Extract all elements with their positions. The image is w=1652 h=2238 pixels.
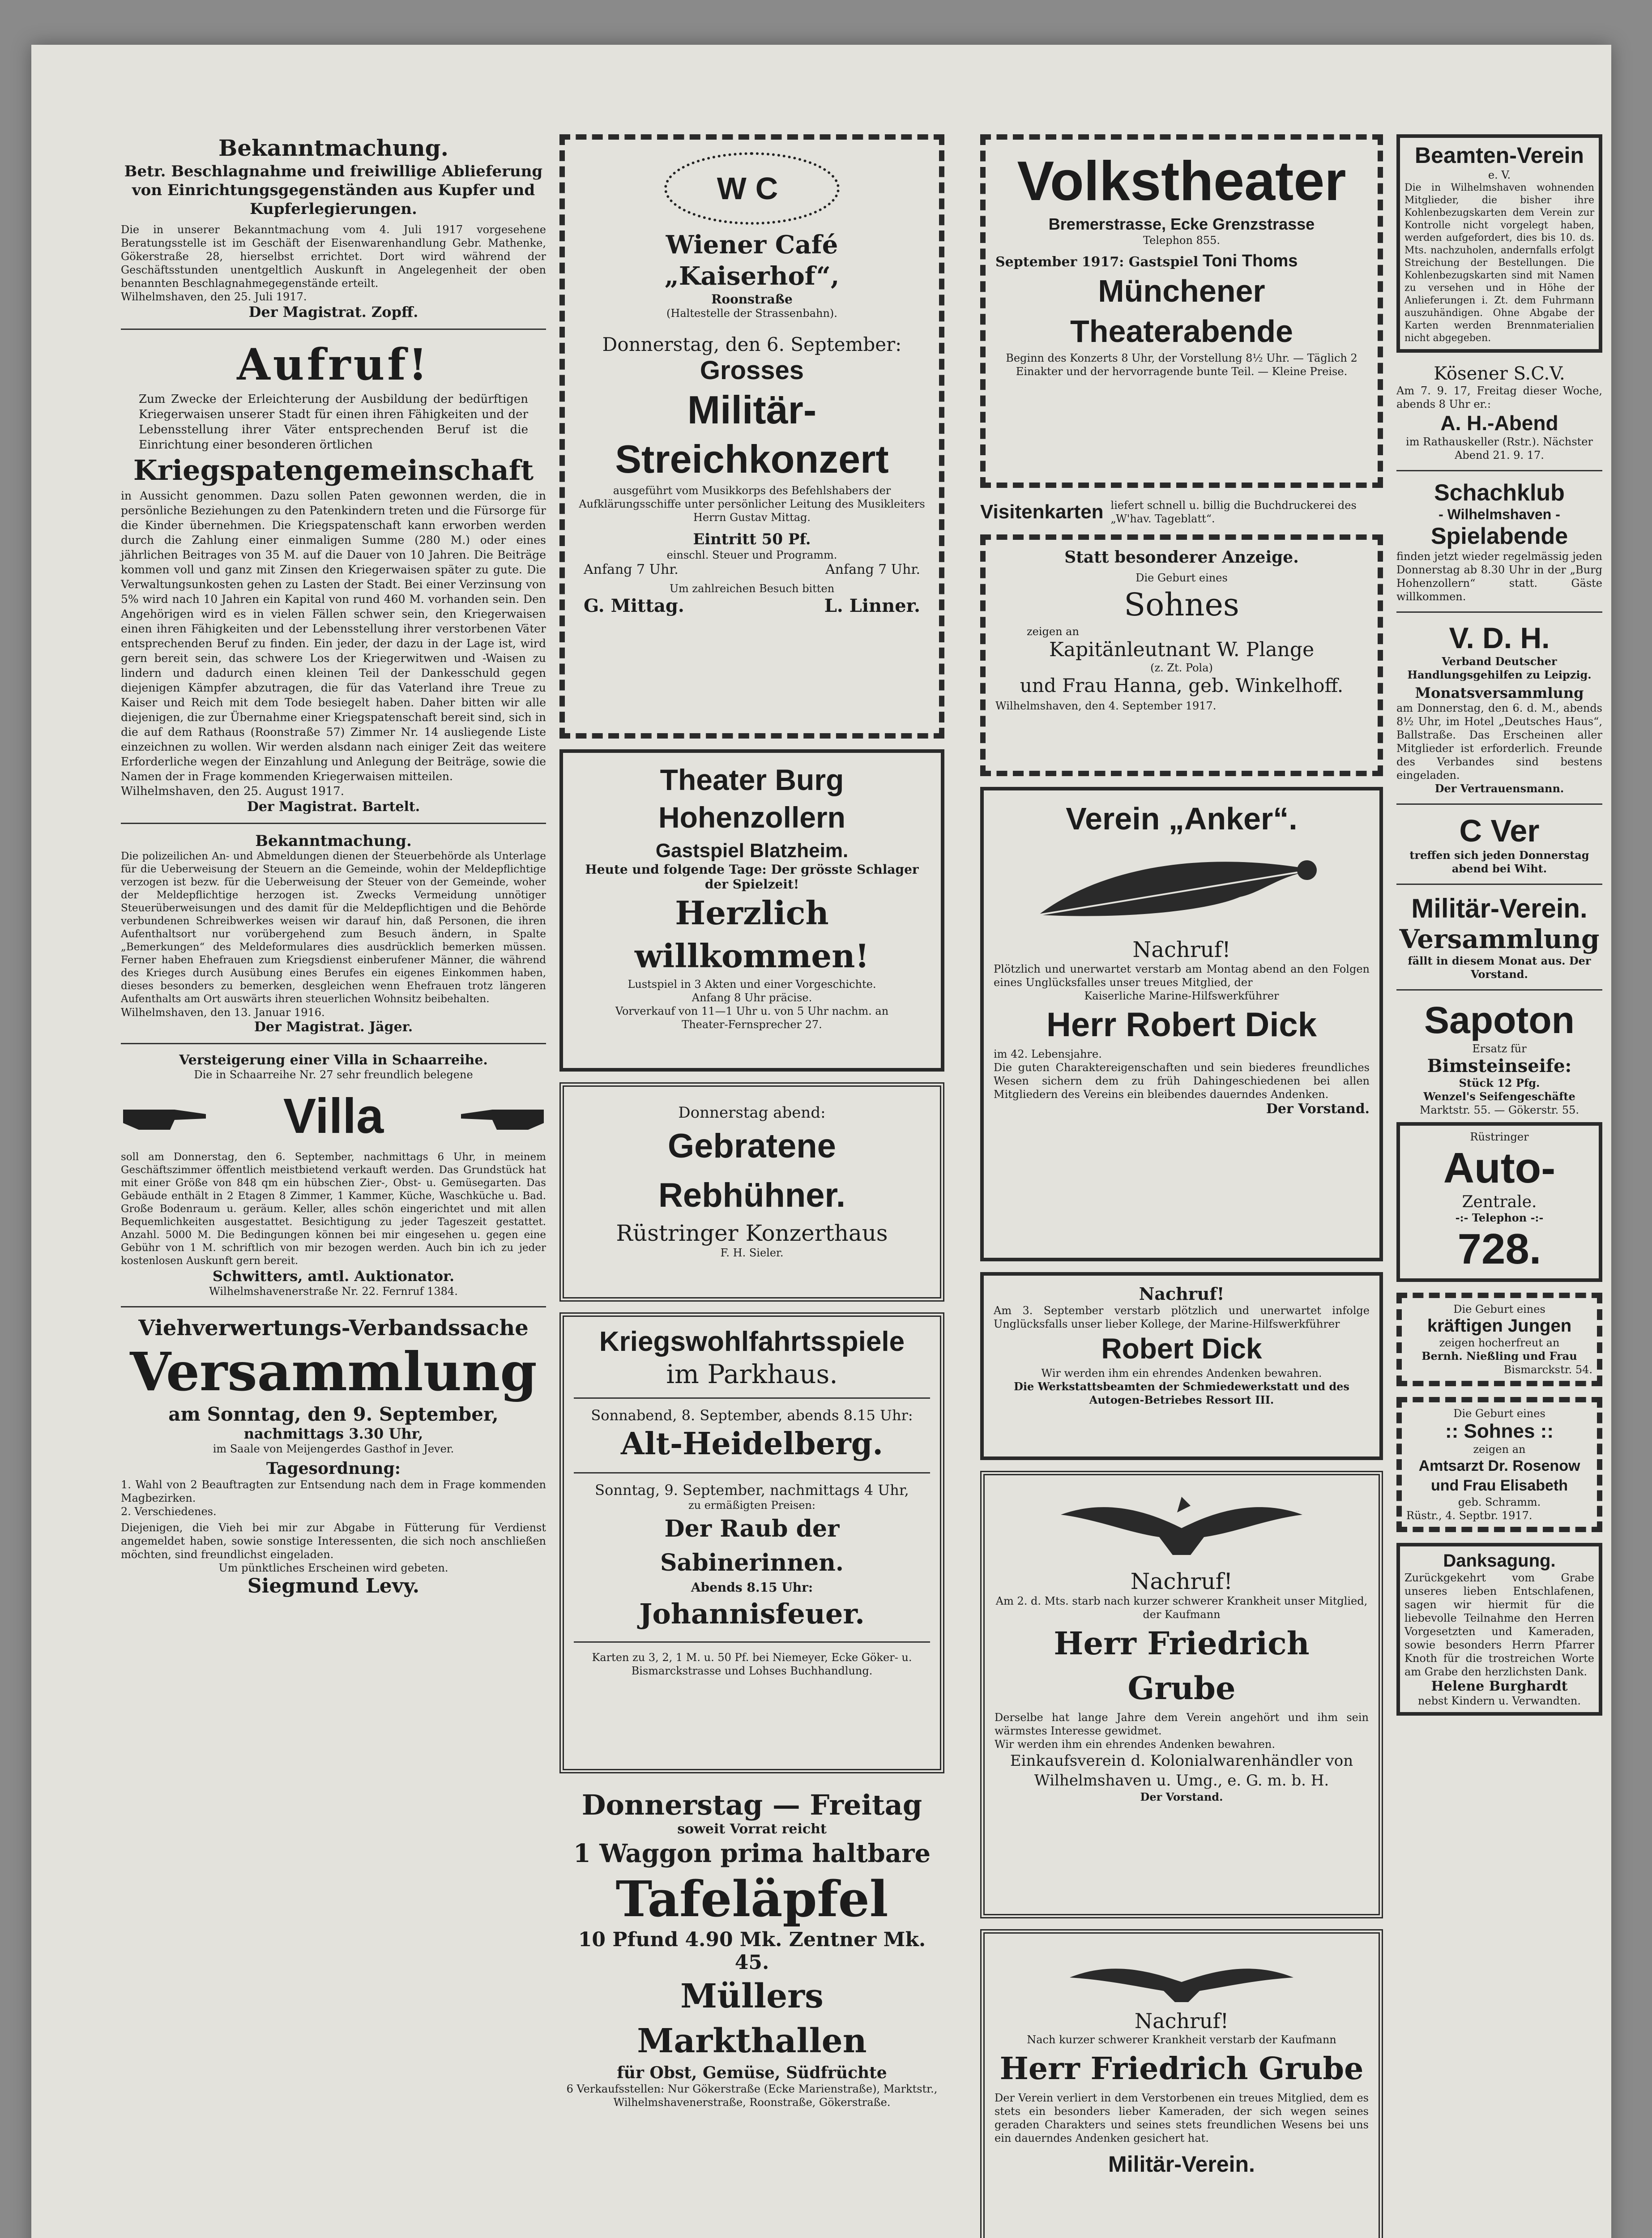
grube1-nachruf: Nachruf!	[1130, 1568, 1233, 1594]
volks-info: Beginn des Konzerts 8 Uhr, der Vorstellung 8½ Uhr. — Täglich 2 Einakter und der hervorragende bunte Teil. — Kleine Preise.	[1006, 352, 1357, 378]
volks-show: Münchener Theaterabende	[1070, 273, 1293, 349]
vieh-order: Tagesordnung:	[266, 1459, 401, 1478]
birth-location: (z. Zt. Pola)	[1150, 662, 1213, 674]
ad-auto-zentrale	[1396, 1122, 1602, 1282]
cafe-invite: Um zahlreichen Besuch bitten	[669, 582, 835, 595]
son-name: Amtsarzt Dr. Rosenow und Frau Elisabeth	[1418, 1457, 1580, 1494]
beamten-text: Die in Wilhelmshaven wohnenden Mitglieder, die bisher ihre Kohlenbezugskarten dem Verein zur Kontrolle nicht vorgelegt haben, werden aufgefordert, dies bis 10. ds. Mts. nachzuholen, andernfalls erfolgt Streichung der Bestellungen. Die Kohlenbezugskarten sind mit Namen zu versehen und in Höhe der Anlieferungen i. Zt. dem Fuhrmann auszuhändigen. Ohne Abgabe der Karten werden Brennmaterialien nicht abgegeben.	[1404, 182, 1594, 344]
villa-body: soll am Donnerstag, den 6. September, nachmittags 6 Uhr, in meinem Geschäftszimmer öffentlich meistbietend verkauft werden. Das Grundstück hat mit einer Größe von 848 qm ein hübschen Zier-, Obst- u. Gemüsegarten. Das Gebäude enthält in 2 Etagen 8 Zimmer, 1 Kammer, Küche, Waschküche u. Bad. Große Bodenraum u. geräum. Keller, alles schön eingerichtet und mit allen Bequemlichkeiten ausgestattet. Besichtigung zu jeder Tageszeit gestattet. Anzahl. 5000 M. Die Bedingungen können bei mir eingesehen u. gegen eine Gebühr von 1 M. schriftlich von mir bezogen werden. Auch bin ich zu jeder kostenlosen Auskunft gern bereit.	[121, 1151, 546, 1267]
burg-sale: Vorverkauf von 11—1 Uhr u. von 5 Uhr nachm. an	[615, 1005, 889, 1017]
jung-line-1: Die Geburt eines	[1453, 1303, 1545, 1315]
krieg-play-2: Der Raub der Sabinerinnen.	[660, 1515, 844, 1576]
villa-address: Wilhelmshavenerstraße Nr. 22. Fernruf 1384.	[209, 1285, 458, 1298]
jung-address: Bismarckstr. 54.	[1503, 1363, 1592, 1376]
cafe-start-row	[575, 562, 929, 577]
dick-text: Am 3. September verstarb plötzlich und unerwartet infolge Unglücksfalls unser lieber Kollege, der Marine-Hilfswerkführer	[994, 1304, 1370, 1330]
vdh-sub: Verband Deutscher Handlungsgehilfen zu Leipzig.	[1407, 655, 1592, 681]
apfel-stock: soweit Vorrat reicht	[677, 1821, 827, 1837]
aufruf-sign: Der Magistrat. Bartelt.	[247, 799, 420, 815]
dick-memory: Wir werden ihm ein ehrendes Andenken bewahren.	[1041, 1367, 1322, 1380]
krieg-title: Kriegswohlfahrtsspiele	[599, 1326, 905, 1357]
ad-geburt-rosenow	[1396, 1397, 1602, 1532]
cafe-sign-1: G. Mittag.	[584, 595, 684, 616]
ad-geburt-plange	[980, 534, 1383, 776]
cafe-start-2: Anfang 7 Uhr.	[825, 562, 920, 577]
kos-place: im Rathauskeller (Rstr.). Nächster Abend 21. 9. 17.	[1406, 436, 1593, 461]
auto-title: Auto-	[1443, 1144, 1556, 1192]
vdh-sign: Der Vertrauensmann.	[1434, 782, 1564, 795]
quill-feather-icon	[1029, 843, 1334, 933]
visit-heading: Visitenkarten	[980, 501, 1104, 523]
mil-title: Militär-Verein.	[1411, 893, 1588, 923]
aufruf-intro: Zum Zwecke der Erleichterung der Ausbildung der bedürftigen Kriegerwaisen unserer Stadt für einen ihren Fähigkeiten und der Lebensstellung ihrer Väter entsprechenden Beruf ist die Einrichtung einer besonderen örtlichen	[139, 393, 528, 452]
burg-title: Theater Burg Hohenzollern	[658, 763, 845, 834]
divider	[574, 1397, 930, 1399]
grube2-name: Herr Friedrich Grube	[999, 2051, 1364, 2087]
divider	[121, 823, 546, 824]
cafe-grosses: Grosses	[700, 356, 804, 385]
anker-name: Herr Robert Dick	[1046, 1006, 1317, 1044]
bek2-sign: Der Magistrat. Jäger.	[254, 1019, 413, 1035]
anker-rank: Kaiserliche Marine-Hilfswerkführer	[1084, 990, 1279, 1002]
birth-heading: Statt besonderer Anzeige.	[1064, 548, 1299, 567]
ad-cafe-kaiserhof	[559, 134, 944, 739]
ad-danksagung	[1396, 1543, 1602, 1716]
apfel-branch: 6 Verkaufsstellen: Nur Gökerstraße (Ecke Marienstraße), Marktstr., Wilhelmshavenerstraße, Roonstraße, Gökerstraße.	[566, 2083, 938, 2109]
ad-beamten-verein	[1396, 134, 1602, 353]
vdh-title: V. D. H.	[1449, 621, 1550, 654]
reb-dish: Gebratene Rebhühner.	[658, 1127, 846, 1214]
beamten-title: Beamten-Verein	[1415, 143, 1584, 168]
dank-family: nebst Kindern u. Verwandten.	[1418, 1695, 1581, 1707]
son-line-2: zeigen an	[1473, 1443, 1526, 1456]
vdh-text: am Donnerstag, den 6. d. M., abends 8½ Uhr, im Hotel „Deutsches Haus“, Ballstraße. Das Erscheinen aller Mitglieder ist erforderlich. Freunde des Verbandes sind bestens eingeladen.	[1396, 702, 1602, 782]
dick-nachruf: Nachruf!	[1139, 1284, 1225, 1304]
schach-city: - Wilhelmshaven -	[1439, 506, 1560, 522]
anker-nachruf: Nachruf!	[1132, 937, 1231, 962]
ad-nachruf-dick	[980, 1272, 1383, 1460]
burg-phone: Theater-Fernsprecher 27.	[682, 1018, 822, 1031]
birth-name: Kapitänleutnant W. Plange	[1049, 638, 1315, 661]
cafe-sign-2: L. Linner.	[824, 595, 920, 616]
mil-meeting: Versammlung	[1399, 924, 1600, 954]
anker-praise: Die guten Charaktereigenschaften und sein biederes freundliches Wesen sichern dem zu früh Dahingeschiedenen bei allen Mitgliedern des Vereins ein bleibendes dauerndes Andenken.	[994, 1061, 1370, 1101]
grube2-text: Nach kurzer schwerer Krankheit verstarb der Kaufmann	[1027, 2033, 1336, 2046]
bek1-date: Wilhelmshaven, den 25. Juli 1917.	[121, 290, 307, 303]
sap-line-5: Marktstr. 55. — Gökerstr. 55.	[1419, 1104, 1579, 1116]
krieg-play-1: Alt-Heidelberg.	[620, 1426, 884, 1462]
ad-visitenkarten	[980, 499, 1383, 525]
reb-owner: F. H. Sieler.	[720, 1247, 784, 1259]
dank-sign: Helene Burghardt	[1431, 1678, 1568, 1694]
cafe-street: Roonstraße	[711, 292, 793, 307]
son-date: Rüstr., 4. Septbr. 1917.	[1406, 1509, 1532, 1522]
jung-line-3: zeigen hocherfreut an	[1439, 1337, 1560, 1349]
vieh-place: im Saale von Meijengerdes Gasthof in Jever.	[213, 1443, 454, 1455]
schach-text: finden jetzt wieder regelmässig jeden Donnerstag ab 8.30 Uhr in der „Burg Hohenzollern“ statt. Gäste willkommen.	[1396, 550, 1602, 603]
apfel-goods: für Obst, Gemüse, Südfrüchte	[617, 2063, 887, 2082]
vdh-meeting: Monatsversammlung	[1415, 684, 1584, 701]
wc-logo: WC	[717, 171, 787, 206]
apfel-title: Tafeläpfel	[615, 1870, 888, 1928]
son-line-1: Die Geburt eines	[1453, 1407, 1545, 1420]
auto-telephone: -:- Telephon -:-	[1455, 1211, 1544, 1224]
krieg-evening: Abends 8.15 Uhr:	[691, 1580, 813, 1595]
divider	[121, 1043, 546, 1044]
vieh-close: Um pünktliches Erscheinen wird gebeten.	[218, 1562, 448, 1574]
apfel-price: 10 Pfund 4.90 Mk. Zentner Mk. 45.	[578, 1928, 926, 1974]
volks-guest: Toni Thoms	[1202, 252, 1298, 270]
grube1-praise: Derselbe hat lange Jahre dem Verein angehört und ihm sein wärmstes Interesse gewidmet.	[995, 1711, 1369, 1737]
mil-text: fällt in diesem Monat aus. Der Vorstand.	[1408, 954, 1591, 981]
dank-title: Danksagung.	[1443, 1551, 1556, 1571]
volks-september: September 1917: Gastspiel	[995, 254, 1199, 270]
cafe-sign-row	[575, 595, 929, 616]
volks-address: Bremerstrasse, Ecke Grenzstrasse	[1048, 215, 1315, 233]
column-2	[559, 134, 944, 2114]
aufruf-heading: Kriegspatengemeinschaft	[133, 454, 534, 487]
ad-verein-anker	[980, 787, 1383, 1261]
auto-number: 728.	[1457, 1225, 1541, 1273]
vieh-item-1: 1. Wahl von 2 Beauftragten zur Entsendung nach dem in Frage kommenden Magbezirken.	[121, 1478, 546, 1504]
schach-sub: Spielabende	[1430, 523, 1568, 549]
krieg-prices: zu ermäßigten Preisen:	[688, 1499, 816, 1512]
ad-nachruf-grube-2	[980, 1929, 1383, 2238]
divider	[1396, 803, 1602, 805]
anker-text: Plötzlich und unerwartet verstarb am Montag abend an den Folgen eines Unglücksfalles unser treues Mitglied, der	[994, 963, 1370, 989]
volks-phone: Telephon 855.	[1143, 234, 1221, 247]
krieg-sunday: Sonntag, 9. September, nachmittags 4 Uhr,	[595, 1482, 909, 1499]
divider	[121, 1306, 546, 1307]
column-1	[121, 134, 546, 1597]
aufruf-body: in Aussicht genommen. Dazu sollen Paten gewonnen werden, die in persönliche Beziehungen zu den Patenkindern treten und die Fürsorge für die Kinder übernehmen. Die Kriegspatenschaft kann erworben werden durch die Zahlung einer einmaligen Summe (280 M.) oder eines jährlichen Beitrages von 35 M. auf die Dauer von 10 Jahren. Die Beiträge kommen voll und ganz mit Zinsen den Kriegerwaisen später zu gute. Die Verwaltungsunkosten gehen zu Lasten der Stadt. Bei einer Verzinsung von 5% wird nach 10 Jahren ein Kapital von rund 460 M. vorhanden sein. Den Angehörigen wird es in vielen Fällen schwer sein, den Kriegerwaisen einen ihren Fähigkeiten und der Lebensstellung ihrer verstorbenen Väter entsprechenden Beruf zu finden. Ein jeder, der dazu in der Lage ist, wird gern bereit sein, das schwere Los der Kriegerwitwen und -Waisen zu lindern und dadurch einen kleinen Teil der Dankesschuld gegen diejenigen Kämpfer abzutragen, die für das Vaterland ihre Treue zu Kaiser und Reich mit dem Tode besiegelt haben. Daher bitten wir alle diejenigen, die zur Übernahme einer Kriegspatenschaft bereit sind, sich in die auf dem Rathaus (Roonstraße 57) Zimmer Nr. 14 ausliegende Liste einzeichnen zu wollen. Wir werden alsdann nach einiger Zeit das weitere Erforderliche wegen der Einzahlung und Anlegung der Beiträge, sowie die Namen der in Frage kommenden Kriegerwaisen mitteilen.	[121, 489, 546, 783]
divider	[574, 1472, 930, 1473]
grube1-name: Herr Friedrich Grube	[1054, 1625, 1310, 1707]
vieh-item-2: 2. Verschiedenes.	[121, 1505, 217, 1518]
anker-sign: Der Vorstand.	[1266, 1101, 1370, 1117]
vieh-date: am Sonntag, den 9. September,	[168, 1403, 499, 1425]
sap-line-3: Stück 12 Pfg.	[1459, 1076, 1540, 1089]
wc-oval	[664, 152, 840, 225]
apfel-line: 1 Waggon prima haltbare	[573, 1839, 931, 1868]
apfel-days: Donnerstag — Freitag	[581, 1789, 922, 1821]
vieh-heading: Viehverwertungs-Verbandssache	[138, 1315, 529, 1341]
bek1-sign: Der Magistrat. Zopff.	[248, 303, 418, 320]
bek2-date: Wilhelmshaven, den 13. Januar 1916.	[121, 1006, 325, 1019]
ad-volkstheater	[980, 134, 1383, 488]
villa-word: Villa	[283, 1089, 384, 1144]
kos-text: Am 7. 9. 17, Freitag dieser Woche, abends 8 Uhr er.:	[1396, 384, 1602, 410]
apfel-shop: Müllers Markthallen	[637, 1977, 867, 2060]
reb-day: Donnerstag abend:	[678, 1104, 826, 1122]
cv-text: treffen sich jeden Donnerstag abend bei Wiht.	[1409, 849, 1589, 875]
sap-title: Sapoton	[1424, 999, 1575, 1041]
villa-sign: Schwitters, amtl. Auktionator.	[212, 1268, 455, 1285]
villa-heading: Versteigerung einer Villa in Schaarreihe.	[179, 1052, 488, 1068]
grube1-sign: Der Vorstand.	[1140, 1790, 1223, 1803]
column-4	[1396, 134, 1602, 1726]
cafe-date: Donnerstag, den 6. September:	[602, 333, 902, 355]
birth-line-1: Die Geburt eines	[1135, 572, 1228, 584]
burg-guest: Gastspiel Blatzheim.	[655, 840, 849, 862]
kos-event: A. H.-Abend	[1440, 411, 1558, 435]
villa-intro: Die in Schaarreihe Nr. 27 sehr freundlich belegene	[194, 1068, 473, 1081]
reb-place: Rüstringer Konzerthaus	[616, 1220, 888, 1246]
volks-september-row	[995, 252, 1368, 271]
cafe-start-1: Anfang 7 Uhr.	[584, 562, 679, 577]
jung-line-2: kräftigen Jungen	[1427, 1316, 1572, 1336]
eagle-emblem-icon	[1056, 1488, 1307, 1564]
krieg-place: im Parkhaus.	[666, 1359, 838, 1389]
column-3	[980, 134, 1383, 2238]
birth-date: Wilhelmshaven, den 4. September 1917.	[995, 700, 1217, 712]
anker-title: Verein „Anker“.	[1066, 801, 1298, 836]
vieh-sign: Siegmund Levy.	[247, 1575, 420, 1597]
anker-age: im 42. Lebensjahre.	[994, 1048, 1102, 1060]
kos-title: Kösener S.C.V.	[1434, 363, 1565, 384]
grube2-praise: Der Verein verliert in dem Verstorbenen ein treues Mitglied, dem es stets ein besonders lieber Kameraden, der sich wegen seines geraden Charakters und seines stets freundlichen Wesens bei uns ein dauerndes Andenken gesichert hat.	[995, 2092, 1369, 2144]
cafe-performer: ausgeführt vom Musikkorps des Befehlshabers der Aufklärungsschiffe unter persönlicher Leitung des Musikleiters Herrn Gustav Mittag.	[579, 484, 925, 524]
birth-wife: und Frau Hanna, geb. Winkelhoff.	[1020, 675, 1344, 696]
burg-today: Heute und folgende Tage: Der grösste Schlager der Spielzeit!	[585, 862, 919, 892]
auto-top: Rüstringer	[1470, 1131, 1529, 1143]
volks-title: Volkstheater	[1017, 150, 1346, 212]
auto-sub: Zentrale.	[1462, 1193, 1537, 1211]
divider	[1396, 884, 1602, 885]
dick-sign: Die Werkstattsbeamten der Schmiedewerkstatt und des Autogen-Betriebes Ressort III.	[1014, 1380, 1349, 1406]
visit-text: liefert schnell u. billig die Buchdruckerei des „W'hav. Tageblatt“.	[1110, 499, 1357, 525]
ad-tafelaepfel	[559, 1784, 944, 2114]
bek2-body: Die polizeilichen An- und Abmeldungen dienen der Steuerbehörde als Unterlage für die Ueberweisung der Steuern an die Gemeinde, wohin der Meldepflichtige verzogen ist bezw. für die Ueberweisung der Steuer von der Gemeinde, woher der Meldepflichtige herzogen ist. Zwecks Vermeidung unnötiger Steuerüberweisungen und des damit für die Meldepflichtigen und die Behörde verbundenen Schreibwerkes weisen wir darauf hin, daß Personen, die ihren Aufenthaltsort nur vorübergehend zum Besuch ändern, in Spalte „Bemerkungen“ des Meldeformulares dies ausdrücklich bemerken müssen. Ferner haben Ehefrauen zum Kriegsdienst einberufener Männer, die während des Krieges durch Ausübung eines Berufes ein eigenes Einkommen haben, dieses besonders zu bemerken, desgleichen wenn Ehefrauen trotz längeren Aufenthalts am Ort auswärts ihren steuerlichen Wohnsitz beibehalten.	[121, 850, 546, 1005]
grube1-memory: Wir werden ihm ein ehrendes Andenken bewahren.	[995, 1738, 1275, 1751]
bek2-title: Bekanntmachung.	[255, 832, 412, 850]
eagle-emblem-icon	[1065, 1946, 1298, 2004]
ad-nachruf-grube-1	[980, 1471, 1383, 1918]
divider	[574, 1641, 930, 1643]
ad-theater-burg	[559, 749, 944, 1072]
ad-rebhuehner	[559, 1082, 944, 1302]
ad-kriegswohlfahrt	[559, 1312, 944, 1773]
birth-line-2: zeigen an	[1027, 625, 1079, 638]
divider	[1396, 470, 1602, 471]
pointing-hand-right-icon	[121, 1098, 210, 1134]
schach-title: Schachklub	[1434, 480, 1565, 506]
villa-banner	[121, 1088, 546, 1145]
ad-geburt-jungen	[1396, 1293, 1602, 1386]
grube1-text: Am 2. d. Mts. starb nach kurzer schwerer Krankheit unser Mitglied, der Kaufmann	[995, 1595, 1368, 1621]
krieg-saturday: Sonnabend, 8. September, abends 8.15 Uhr:	[591, 1407, 913, 1424]
burg-play: Herzlich willkommen!	[634, 894, 870, 975]
bek1-subtitle: Betr. Beschlagnahme und freiwillige Ablieferung von Einrichtungsgegenständen aus Kupfer und Kupferlegierungen.	[124, 162, 543, 218]
bek1-body: Die in unserer Bekanntmachung vom 4. Juli 1917 vorgesehene Beratungsstelle ist im Geschäft der Eisenwarenhandlung Gebr. Mathenke, Gökerstraße 28, hierselbst errichtet. Dort wird während der Geschäftsstunden unentgeltlich Auskunft in Angelegenheit der oben benannten Beschlagnahmegegenstände erteilt.	[121, 223, 546, 290]
pointing-hand-left-icon	[457, 1098, 546, 1134]
son-word: :: Sohnes ::	[1445, 1420, 1554, 1442]
dank-text: Zurückgekehrt vom Grabe unseres lieben Entschlafenen, sagen wir hiermit für die liebevolle Teilnahme den Herren Vorgesetzten und Kameraden, sowie besonders Herrn Pfarrer Knoth für die trostreichen Worte am Grabe den herzlichsten Dank.	[1404, 1572, 1594, 1678]
sap-line-2: Bimsteinseife:	[1427, 1055, 1572, 1076]
aufruf-title: Aufruf!	[237, 339, 430, 390]
aufruf-date: Wilhelmshaven, den 25. August 1917.	[121, 785, 344, 798]
vieh-time: nachmittags 3.30 Uhr,	[243, 1425, 423, 1442]
son-geb: geb. Schramm.	[1458, 1496, 1541, 1508]
vieh-note: Diejenigen, die Vieh bei mir zur Abgabe in Fütterung für Verdienst angemeldet haben, sowie sonstige Interessenten, die sich noch anschließen möchten, sind freundlichst eingeladen.	[121, 1521, 546, 1561]
grube1-org: Einkaufsverein d. Kolonialwarenhändler von Wilhelmshaven u. Umg., e. G. m. b. H.	[1010, 1752, 1353, 1790]
sap-line-1: Ersatz für	[1472, 1042, 1527, 1055]
jung-names: Bernh. Nießling und Frau	[1421, 1350, 1577, 1362]
burg-genre: Lustspiel in 3 Akten und einer Vorgeschichte.	[628, 978, 876, 991]
burg-start: Anfang 8 Uhr präcise.	[692, 991, 812, 1004]
birth-word: Sohnes	[1124, 586, 1239, 623]
cafe-tax: einschl. Steuer und Programm.	[666, 549, 837, 561]
dick-name: Robert Dick	[1101, 1333, 1262, 1365]
beamten-ev: e. V.	[1488, 169, 1511, 181]
krieg-play-3: Johannisfeuer.	[639, 1597, 865, 1630]
cafe-entry: Eintritt 50 Pf.	[693, 530, 811, 548]
divider	[121, 329, 546, 330]
krieg-tickets: Karten zu 3, 2, 1 M. u. 50 Pf. bei Niemeyer, Ecke Göker- u. Bismarckstrasse und Lohses Buchhandlung.	[592, 1651, 912, 1677]
divider	[1396, 611, 1602, 613]
vieh-title: Versammlung	[130, 1341, 537, 1403]
divider	[1396, 989, 1602, 991]
cafe-stop: (Haltestelle der Strassenbahn).	[666, 307, 837, 320]
grube2-sign: Militär-Verein.	[1108, 2152, 1255, 2177]
cafe-name: Wiener Café „Kaiserhof“,	[664, 230, 840, 291]
grube2-nachruf: Nachruf!	[1134, 2009, 1229, 2033]
bek1-title: Bekanntmachung.	[218, 135, 449, 161]
cv-title: C Ver	[1459, 813, 1540, 848]
sap-line-4: Wenzel's Seifengeschäfte	[1423, 1090, 1575, 1103]
cafe-concert: Militär-Streichkonzert	[615, 388, 889, 481]
